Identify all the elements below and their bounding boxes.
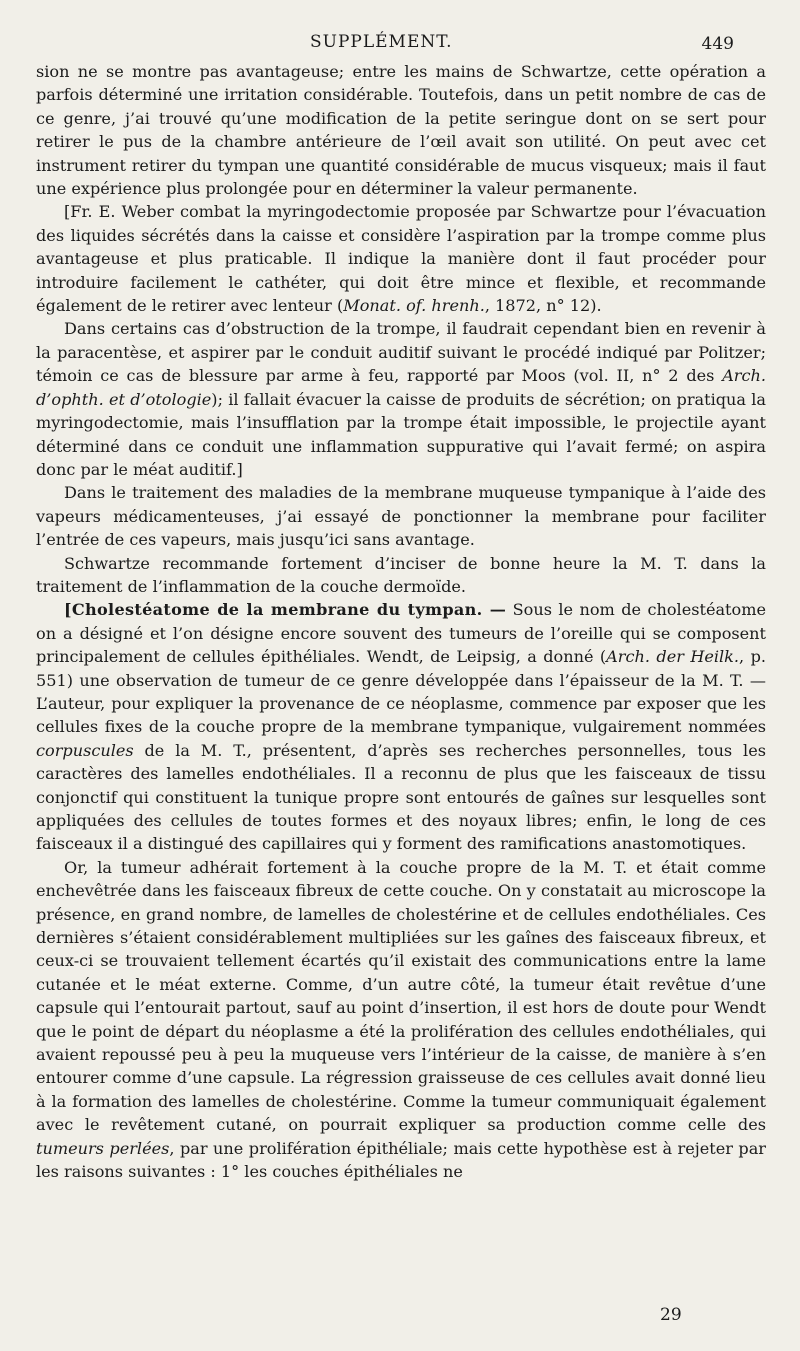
journal-citation: Arch. d’ophth. et d’otologie xyxy=(36,366,766,409)
paragraph-4: Dans le traitement des maladies de la membrane muqueuse tympanique à l’aide des vapeurs médicamenteuses, j’ai essayé de ponctionner la membrane pour faciliter l’entrée de ces vapeurs, mais jusqu’ici sans avantage. xyxy=(36,483,766,550)
paragraph-7-text-b: , par une prolifération épithéliale; mais cette hypothèse est à rejeter par les raisons suivantes : 1° les couches épithéliales ne xyxy=(36,1138,766,1182)
running-title: SUPPLÉMENT. xyxy=(310,32,453,52)
paragraph-7-text-a: Or, la tumeur adhérait fortement à la couche propre de la M. T. et était comme enchevêtrée dans les faisceaux fibreux de cette couche. On y constatait au microscope la présence, en grand nombre, de lamelles de cholestérine et de cellules endothéliales. Ces dernières s’étaient considérablement multipliées sur les gaînes des faisceaux fibreux, et ceux-ci se trouvaient tellement écartés qu’il existait des communications entre la lame cutanée et le méat externe. Comme, d’un autre côté, la tumeur était revêtue d’une capsule qui l’entourait partout, sauf au point d’insertion, il est hors de doute pour Wendt que le point de départ du néoplasme a été la prolifération des cellules endothéliales, qui avaient repoussé peu à peu la muqueuse vers l’intérieur de la caisse, de manière à s’en entourer comme d’une capsule. La régression graisseuse de ces cellules avait donné lieu à la formation des lamelles de cholestérine. Comme la tumeur communiquait également avec le revêtement cutané, on pourrait expliquer sa production comme celle des xyxy=(36,857,766,1135)
paragraph-6-text-b: , p. 551) une observation de tumeur de ce genre développée dans l’épaisseur de la M. T. — L’auteur, pour expliquer la provenance de ce néoplasme, commence par exposer que les cellules fixes de la couche propre de la membrane tympanique, vulgairement nommées xyxy=(36,647,766,737)
paragraph-3-text-b: ); il fallait évacuer la caisse de produits de sécrétion; on pratiqua la myringodectomie, mais l’insufflation par la trompe était impossible, le projectile ayant déterminé dans ce conduit une inflammation suppurative qui l’avait fermé; on aspira donc par le méat auditif.] xyxy=(36,389,766,479)
section-heading: [Cholestéatome de la membrane du tympan. — xyxy=(64,600,507,620)
page-number: 449 xyxy=(701,34,734,54)
paragraph-6-text-c: de la M. T., présentent, d’après ses recherches personnelles, tous les caractères des lamelles endothéliales. Il a reconnu de plus que les faisceaux de tissu conjonctif qui constituent la tunique propre sont entourés de gaînes sur lesquelles sont appliquées des cellules de toutes formes et des noyaux libres; enfin, le long de ces faisceaux il a distingué des capillaires qui y forment des ramifications anastomotiques. xyxy=(36,740,766,854)
paragraph-2-text-a: [Fr. E. Weber combat la myringodectomie proposée par Schwartze pour l’évacuation des liquides sécrétés dans la caisse et considère l’aspiration par la trompe comme plus avantageuse et plus praticable. Il indique la manière dont il faut procéder pour introduire facilement le cathéter, qui doit être mince et flexible, et recommande également de le retirer avec lenteur ( xyxy=(36,202,766,316)
paragraph-6 xyxy=(36,598,766,855)
paragraph-3 xyxy=(36,317,766,481)
page-header xyxy=(0,30,800,60)
paragraph-2 xyxy=(36,200,766,317)
paragraph-7 xyxy=(36,856,766,1184)
body-text xyxy=(36,60,766,1184)
paragraph-2-text-b: , 1872, n° 12). xyxy=(484,296,602,316)
journal-citation: Arch. der Heilk. xyxy=(606,647,740,667)
paragraph-5: Schwartze recommande fortement d’inciser de bonne heure la M. T. dans la traitement de l’inflammation de la couche dermoïde. xyxy=(36,553,766,596)
paragraph-3-text-a: Dans certains cas d’obstruction de la trompe, il faudrait cependant bien en revenir à la paracentèse, et aspirer par le conduit auditif suivant le procédé indiqué par Politzer; témoin ce cas de blessure par arme à feu, rapporté par Moos (vol. II, n° 2 des xyxy=(36,319,766,386)
italic-term: corpuscules xyxy=(36,740,134,760)
italic-term: tumeurs perlées xyxy=(36,1138,170,1158)
signature-mark: 29 xyxy=(660,1305,682,1325)
journal-citation: Monat. of. hrenh. xyxy=(343,296,485,316)
paragraph-1: sion ne se montre pas avantageuse; entre les mains de Schwartze, cette opération a parfois déterminé une irritation considérable. Toutefois, dans un petit nombre de cas de ce genre, j’ai trouvé qu’une modification de la petite seringue dont on se sert pour retirer le pus de la chambre antérieure de l’œil avait son utilité. On peut avec cet instrument retirer du tympan une quantité considérable de mucus visqueux; mais il faut une expérience plus prolongée pour en déterminer la valeur permanente. xyxy=(36,62,766,199)
paragraph-6-text-a: Sous le nom de cholestéatome on a désigné et l’on désigne encore souvent des tumeurs de l’oreille qui se composent principalement de cellules épithéliales. Wendt, de Leipsig, a donné ( xyxy=(36,600,766,667)
